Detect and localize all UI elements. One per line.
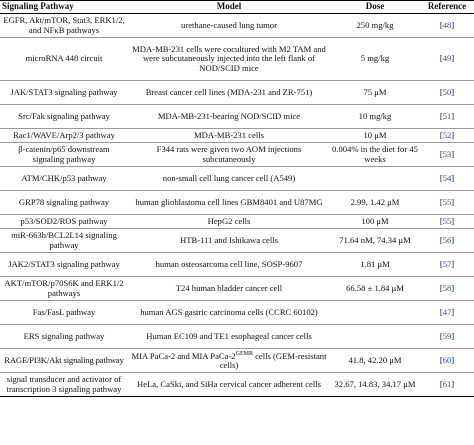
table-row xyxy=(0,129,474,143)
table-row xyxy=(0,105,474,129)
table-row xyxy=(0,81,474,105)
reference-cell: [50] xyxy=(420,81,474,105)
dose-cell: 100 μM xyxy=(330,215,420,229)
model-cell: non-small cell lung cancer cell (A549) xyxy=(128,167,330,191)
table-row xyxy=(0,277,474,301)
reference-cell: [55] xyxy=(420,215,474,229)
model-cell: MDA-MB-231 cells xyxy=(128,129,330,143)
reference-cell: [60] xyxy=(420,349,474,373)
model-cell: HeLa, CaSki, and SiHa cervical cancer adherent cells xyxy=(128,373,330,397)
reference-link[interactable]: 59 xyxy=(442,330,452,341)
dose-cell: 75 μM xyxy=(330,81,420,105)
reference-link[interactable]: 52 xyxy=(442,129,452,140)
pathway-cell: JAK2/STAT3 signaling pathway xyxy=(0,253,128,277)
header-dose: Dose xyxy=(330,1,420,14)
model-text-tail: cells (GEM-resistant cells) xyxy=(219,350,327,371)
table-row xyxy=(0,191,474,215)
dose-cell: 10 mg/kg xyxy=(330,105,420,129)
dose-cell: 66.58 ± 1.84 μM xyxy=(330,277,420,301)
reference-link[interactable]: 61 xyxy=(442,378,452,389)
reference-cell: [55] xyxy=(420,191,474,215)
model-cell xyxy=(128,349,330,373)
reference-cell: [49] xyxy=(420,38,474,81)
reference-cell: [47] xyxy=(420,301,474,325)
reference-link[interactable]: 58 xyxy=(442,282,452,293)
table-row xyxy=(0,229,474,253)
table-row xyxy=(0,14,474,38)
reference-link[interactable]: 56 xyxy=(442,234,452,245)
pathway-cell: Fas/FasL pathway xyxy=(0,301,128,325)
pathway-cell: AKT/mTOR/p70S6K and ERK1/2 pathways xyxy=(0,277,128,301)
table-row xyxy=(0,373,474,397)
model-cell: HTB-111 and Ishikawa cells xyxy=(128,229,330,253)
reference-link[interactable]: 60 xyxy=(442,354,452,365)
reference-cell: [56] xyxy=(420,229,474,253)
pathway-cell: Src/Fak signaling pathway xyxy=(0,105,128,129)
reference-cell: [61] xyxy=(420,373,474,397)
model-superscript: GEMR xyxy=(235,350,253,357)
table-row xyxy=(0,349,474,373)
reference-link[interactable]: 47 xyxy=(442,306,452,317)
dose-cell: 0.004% in the diet for 45 weeks xyxy=(330,143,420,167)
header-pathway: Signaling Pathway xyxy=(0,1,128,14)
reference-cell: [52] xyxy=(420,129,474,143)
dose-cell xyxy=(330,325,420,349)
pathway-cell: RAGE/PI3K/Akt signaling pathway xyxy=(0,349,128,373)
reference-cell: [57] xyxy=(420,253,474,277)
reference-link[interactable]: 57 xyxy=(442,258,452,269)
pathway-cell: β-catenin/p65 downstream signaling pathway xyxy=(0,143,128,167)
reference-link[interactable]: 55 xyxy=(442,215,452,226)
dose-cell: 32.67, 14.83, 34.17 μM xyxy=(330,373,420,397)
dose-cell: 2.99, 1.42 μM xyxy=(330,191,420,215)
reference-link[interactable]: 53 xyxy=(442,148,452,159)
model-cell: F344 rats were given two AOM injections subcutaneously xyxy=(128,143,330,167)
pathway-cell: JAK/STAT3 signaling pathway xyxy=(0,81,128,105)
pathway-cell: miR-663b/BCL2L14 signaling pathway xyxy=(0,229,128,253)
table-row xyxy=(0,325,474,349)
reference-cell: [53] xyxy=(420,143,474,167)
reference-link[interactable]: 51 xyxy=(442,110,452,121)
dose-cell: 5 mg/kg xyxy=(330,38,420,81)
reference-cell: [48] xyxy=(420,14,474,38)
pathway-cell: microRNA 448 circuit xyxy=(0,38,128,81)
pathway-cell: p53/SOD2/ROS pathway xyxy=(0,215,128,229)
table-row xyxy=(0,143,474,167)
pathway-cell: ERS signaling pathway xyxy=(0,325,128,349)
dose-cell: 71.64 nM, 74.34 μM xyxy=(330,229,420,253)
table-row xyxy=(0,253,474,277)
table-row xyxy=(0,167,474,191)
reference-cell: [51] xyxy=(420,105,474,129)
dose-cell xyxy=(330,301,420,325)
dose-cell: 41.8, 42.20 μM xyxy=(330,349,420,373)
dose-cell: 1.81 μM xyxy=(330,253,420,277)
reference-link[interactable]: 48 xyxy=(442,19,452,30)
header-reference: Reference xyxy=(420,1,474,14)
table-row xyxy=(0,38,474,81)
pathway-cell: ATM/CHK/p53 pathway xyxy=(0,167,128,191)
header-model: Model xyxy=(128,1,330,14)
reference-cell: [59] xyxy=(420,325,474,349)
pathway-cell: EGFR, Akt/mTOR, Stat3, ERK1/2, and NFκB pathways xyxy=(0,14,128,38)
pathway-cell: GRP78 signaling pathway xyxy=(0,191,128,215)
dose-cell: 250 mg/kg xyxy=(330,14,420,38)
dose-cell xyxy=(330,167,420,191)
reference-cell: [54] xyxy=(420,167,474,191)
table-row xyxy=(0,301,474,325)
reference-cell: [58] xyxy=(420,277,474,301)
model-cell: MDA-MB-231 cells were cocultured with M2 TAM and were subcutaneously injected into the left flank of NOD/SCID mice xyxy=(128,38,330,81)
model-cell: HepG2 cells xyxy=(128,215,330,229)
model-cell: human glioblastoma cell lines GBM8401 and U87MG xyxy=(128,191,330,215)
model-cell: MDA-MB-231-bearing NOD/SCID mice xyxy=(128,105,330,129)
reference-link[interactable]: 50 xyxy=(442,86,452,97)
dose-cell: 10 μM xyxy=(330,129,420,143)
pathway-cell: Rac1/WAVE/Arp2/3 pathway xyxy=(0,129,128,143)
model-cell: human osteosarcoma cell line, SOSP-9607 xyxy=(128,253,330,277)
model-cell: Breast cancer cell lines (MDA-231 and ZR-751) xyxy=(128,81,330,105)
reference-link[interactable]: 55 xyxy=(442,196,452,207)
model-cell: human AGS gastric carcinoma cells (CCRC 60102) xyxy=(128,301,330,325)
pathway-cell: signal transducer and activator of transcription 3 signaling pathway xyxy=(0,373,128,397)
table-row xyxy=(0,215,474,229)
reference-link[interactable]: 49 xyxy=(442,53,452,64)
model-cell: urethane-caused lung tumor xyxy=(128,14,330,38)
model-cell: Human EC109 and TE1 esophageal cancer cells xyxy=(128,325,330,349)
reference-link[interactable]: 54 xyxy=(442,172,452,183)
header-row xyxy=(0,1,474,14)
model-cell: T24 human bladder cancer cell xyxy=(128,277,330,301)
model-text: MIA PaCa-2 and MIA PaCa-2 xyxy=(131,350,236,361)
